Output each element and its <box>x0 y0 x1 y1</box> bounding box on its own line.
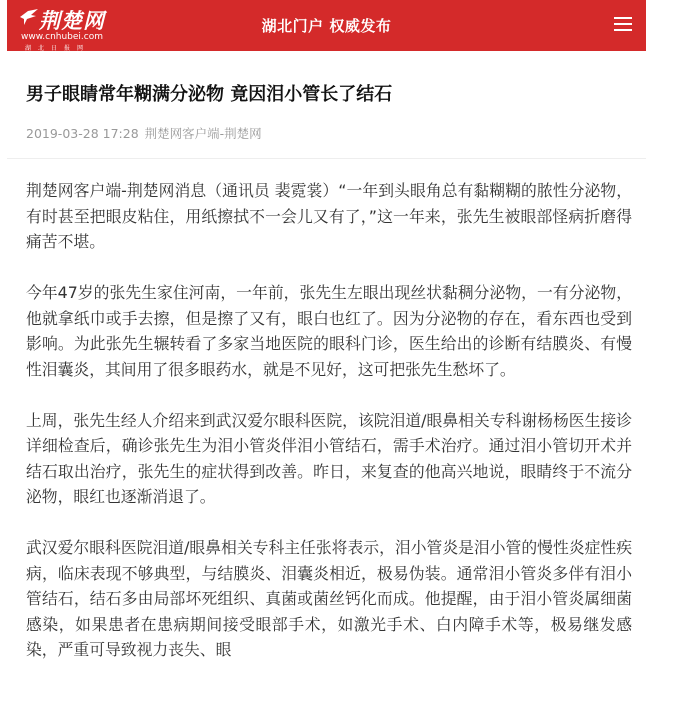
article-paragraph: 武汉爱尔眼科医院泪道/眼鼻相关专科主任张将表示，泪小管炎是泪小管的慢性炎症性疾病，临床表现不够典型，与结膜炎、泪囊炎相近，极易伪装。通常泪小管炎多伴有泪小管结石，结石多由局部坏死组织、真菌或菌丝钙化而成。他提醒，由于泪小管炎属细菌感染，如果患者在患病期间接受眼部手术，如激光手术、白内障手术等，极易继发感染，严重可导致视力丧失、眼 <box>26 538 632 659</box>
article-paragraph: 荆楚网客户端-荆楚网消息（通讯员 裴霓裳）“一年到头眼角总有黏糊糊的脓性分泌物，有时甚至把眼皮粘住，用纸擦拭不一会儿又有了，”这一年来，张先生被眼部怪病折磨得痛苦不堪。 <box>26 181 632 251</box>
logo-text: 荆楚网 <box>39 8 105 33</box>
article-meta <box>26 124 262 142</box>
logo-url: www.cnhubei.com <box>21 32 104 42</box>
article-body <box>26 178 632 688</box>
article-paragraph: 上周，张先生经人介绍来到武汉爱尔眼科医院，该院泪道/眼鼻相关专科谢杨杨医生接诊详细检查后，确诊张先生为泪小管炎伴泪小管结石，需手术治疗。通过泪小管切开术并结石取出治疗，张先生的症状得到改善。昨日，来复查的他高兴地说，眼睛终于不流分泌物，眼红也逐渐消退了。 <box>26 410 632 506</box>
article-title: 男子眼睛常年糊满分泌物 竟因泪小管长了结石 <box>26 84 393 105</box>
logo-subtitle: 湖北日报网 <box>25 45 91 52</box>
article-paragraph: 今年47岁的张先生家住河南，一年前，张先生左眼出现丝状黏稠分泌物，一有分泌物，他就拿纸巾或手去擦，但是擦了又有，眼白也红了。因为分泌物的存在，看东西也受到影响。为此张先生辗转看了多家当地医院的眼科门诊，医生给出的诊断有结膜炎、有慢性泪囊炎，其间用了很多眼药水，就是不见好，这可把张先生愁坏了。 <box>26 283 632 379</box>
article-source: 荆楚网客户端-荆楚网 <box>144 126 262 141</box>
divider <box>7 158 646 159</box>
site-header <box>7 0 646 51</box>
hamburger-menu-icon[interactable] <box>614 17 632 33</box>
article-date: 2019-03-28 17:28 <box>26 126 139 141</box>
header-slogan: 湖北门户 权威发布 <box>261 17 392 35</box>
